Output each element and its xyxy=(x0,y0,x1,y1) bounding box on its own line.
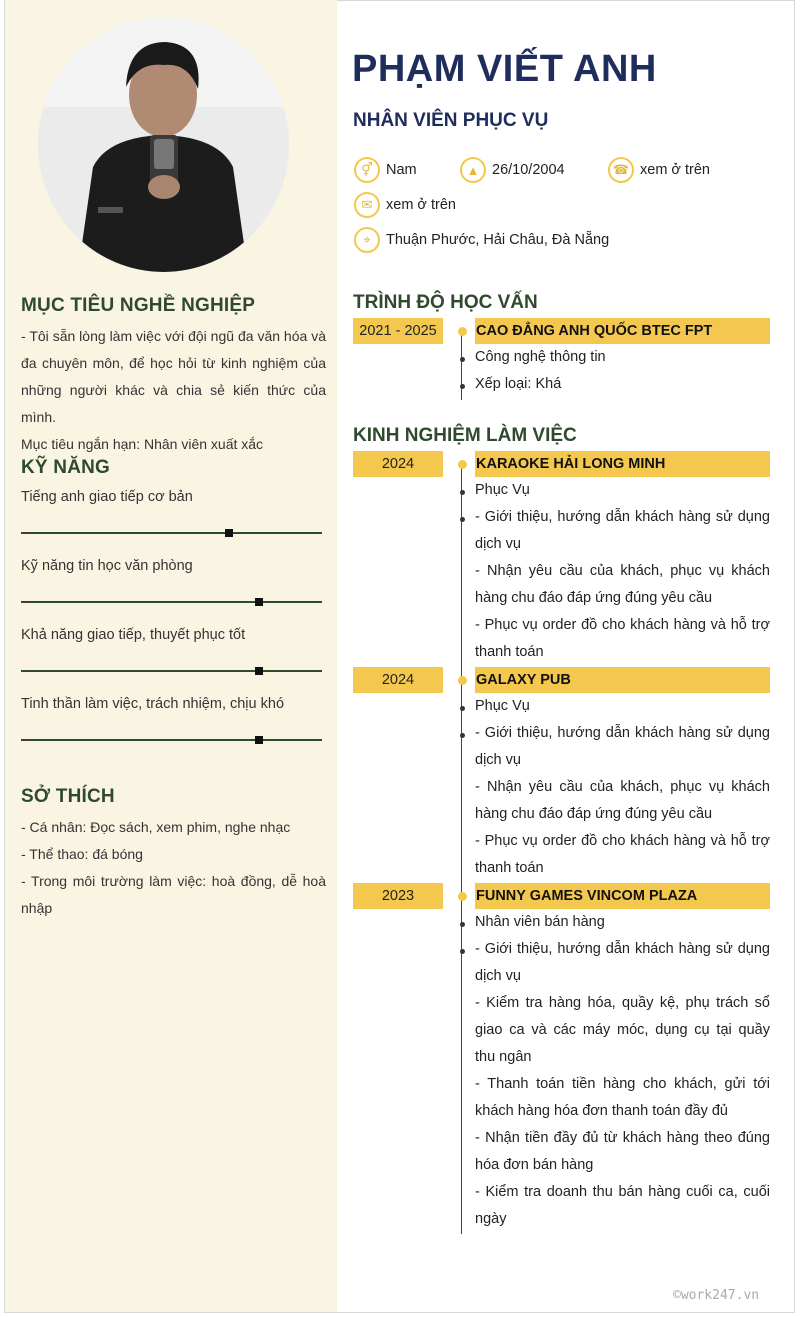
duty-line: - Giới thiệu, hướng dẫn khách hàng sử dụng xyxy=(475,725,770,741)
job-role: Phục Vụ xyxy=(475,482,530,498)
hobby-line: - Trong môi trường làm việc: hoà đồng, dễ hoà xyxy=(21,873,326,889)
phone-value: xem ở trên xyxy=(640,162,710,178)
duty-line: thu ngân xyxy=(475,1049,532,1065)
job-duties xyxy=(475,936,770,1233)
job-role: Phục Vụ xyxy=(475,698,530,714)
duty-line: - Kiểm tra doanh thu bán hàng cuối ca, cuối xyxy=(475,1184,770,1200)
education-years: 2021 - 2025 xyxy=(353,318,443,344)
watermark: ©work247.vn xyxy=(673,1288,760,1303)
birthday-value: 26/10/2004 xyxy=(492,162,565,178)
skills-heading: KỸ NĂNG xyxy=(21,457,111,478)
job-duties xyxy=(475,504,770,666)
timeline-node xyxy=(458,676,467,685)
duty-line: dịch vụ xyxy=(475,752,521,768)
duty-line: giao ca và các máy móc, dụng cụ tại quầy xyxy=(475,1022,770,1038)
timeline-bullet xyxy=(460,949,465,954)
school-name: CAO ĐẲNG ANH QUỐC BTEC FPT xyxy=(475,318,770,344)
company-name: GALAXY PUB xyxy=(475,667,770,693)
email-info xyxy=(354,192,456,218)
timeline-line xyxy=(461,331,462,400)
timeline-node xyxy=(458,460,467,469)
timeline-node xyxy=(458,327,467,336)
job-title: NHÂN VIÊN PHỤC VỤ xyxy=(353,110,549,131)
skill-level-marker xyxy=(255,667,263,675)
mail-icon: ✉ xyxy=(354,192,380,218)
skill-bar xyxy=(21,532,322,534)
job-duties xyxy=(475,720,770,882)
duty-line: - Thanh toán tiền hàng cho khách, gửi tới xyxy=(475,1076,770,1092)
gender-value: Nam xyxy=(386,162,417,178)
duty-line: thanh toán xyxy=(475,644,544,660)
hobbies-heading: SỞ THÍCH xyxy=(21,786,115,807)
timeline-bullet xyxy=(460,357,465,362)
hobby-line: - Thể thao: đá bóng xyxy=(21,846,143,862)
address-value: Thuận Phước, Hải Châu, Đà Nẵng xyxy=(386,232,610,248)
timeline-bullet xyxy=(460,922,465,927)
email-value: xem ở trên xyxy=(386,197,456,213)
candidate-name: PHẠM VIẾT ANH xyxy=(352,48,657,90)
duty-line: - Giới thiệu, hướng dẫn khách hàng sử dụng xyxy=(475,941,770,957)
objective-text xyxy=(21,323,326,458)
duty-line: - Phục vụ order đồ cho khách hàng và hỗ trợ xyxy=(475,617,770,633)
duty-line: - Nhận tiền đầy đủ từ khách hàng theo đúng xyxy=(475,1130,770,1146)
duty-line: dịch vụ xyxy=(475,536,521,552)
timeline-bullet xyxy=(460,490,465,495)
duty-line: hàng chu đáo đáp ứng đúng yêu cầu xyxy=(475,806,713,822)
hobbies-text xyxy=(21,814,326,922)
profile-photo-illustration xyxy=(38,17,289,272)
timeline-bullet xyxy=(460,384,465,389)
skill-label: Khả năng giao tiếp, thuyết phục tốt xyxy=(21,627,246,643)
gender-info xyxy=(354,157,417,183)
phone-info xyxy=(608,157,710,183)
skill-bar xyxy=(21,601,322,603)
profile-photo xyxy=(38,17,289,272)
skill-level-marker xyxy=(255,736,263,744)
duty-line: hàng chu đáo đáp ứng đúng yêu cầu xyxy=(475,590,713,606)
hobby-line: nhập xyxy=(21,900,53,916)
job-year: 2024 xyxy=(353,667,443,693)
duty-line: khách hàng hóa đơn thanh toán đầy đủ xyxy=(475,1103,728,1119)
skill-level-marker xyxy=(255,598,263,606)
objective-line: - Tôi sẵn lòng làm việc với đội ngũ đa văn hóa và xyxy=(21,328,326,344)
skill-bar xyxy=(21,670,322,672)
phone-icon: ☎ xyxy=(608,157,634,183)
address-info xyxy=(354,227,609,253)
hobby-line: - Cá nhân: Đọc sách, xem phim, nghe nhạc xyxy=(21,819,291,835)
cake-icon: ▲ xyxy=(460,157,486,183)
education-rank: Xếp loại: Khá xyxy=(475,376,562,392)
duty-line: dịch vụ xyxy=(475,968,521,984)
duty-line: - Giới thiệu, hướng dẫn khách hàng sử dụng xyxy=(475,509,770,525)
gender-icon: ⚥ xyxy=(354,157,380,183)
objective-heading: MỤC TIÊU NGHỀ NGHIỆP xyxy=(21,295,256,316)
timeline-node xyxy=(458,892,467,901)
duty-line: thanh toán xyxy=(475,860,544,876)
birthday-info xyxy=(460,157,565,183)
duty-line: - Nhận yêu cầu của khách, phục vụ khách xyxy=(475,779,770,795)
timeline-bullet xyxy=(460,733,465,738)
education-heading: TRÌNH ĐỘ HỌC VẤN xyxy=(353,292,538,313)
timeline-line xyxy=(461,464,462,1234)
duty-line: ngày xyxy=(475,1211,507,1227)
objective-line: Mục tiêu ngắn hạn: Nhân viên xuất xắc xyxy=(21,436,264,452)
education-major: Công nghệ thông tin xyxy=(475,349,606,365)
timeline-bullet xyxy=(460,517,465,522)
experience-heading: KINH NGHIỆM LÀM VIỆC xyxy=(353,425,577,446)
skill-bar xyxy=(21,739,322,741)
job-year: 2023 xyxy=(353,883,443,909)
job-role: Nhân viên bán hàng xyxy=(475,914,605,930)
duty-line: - Phục vụ order đồ cho khách hàng và hỗ trợ xyxy=(475,833,770,849)
objective-line: đa chuyên môn, để học hỏi từ kinh nghiệm của xyxy=(21,355,326,371)
skill-level-marker xyxy=(225,529,233,537)
map-icon: ⌖ xyxy=(354,227,380,253)
skill-label: Kỹ năng tin học văn phòng xyxy=(21,558,193,574)
job-year: 2024 xyxy=(353,451,443,477)
skill-label: Tiếng anh giao tiếp cơ bản xyxy=(21,489,193,505)
objective-line: những người khác và chia sẻ kiến thức của mình. xyxy=(21,382,326,425)
duty-line: - Nhận yêu cầu của khách, phục vụ khách xyxy=(475,563,770,579)
skill-label: Tinh thần làm việc, trách nhiệm, chịu khó xyxy=(21,696,285,712)
company-name: KARAOKE HẢI LONG MINH xyxy=(475,451,770,477)
company-name: FUNNY GAMES VINCOM PLAZA xyxy=(475,883,770,909)
duty-line: hóa đơn bán hàng xyxy=(475,1157,594,1173)
duty-line: - Kiểm tra hàng hóa, quầy kệ, phụ trách sổ xyxy=(475,995,770,1011)
timeline-bullet xyxy=(460,706,465,711)
